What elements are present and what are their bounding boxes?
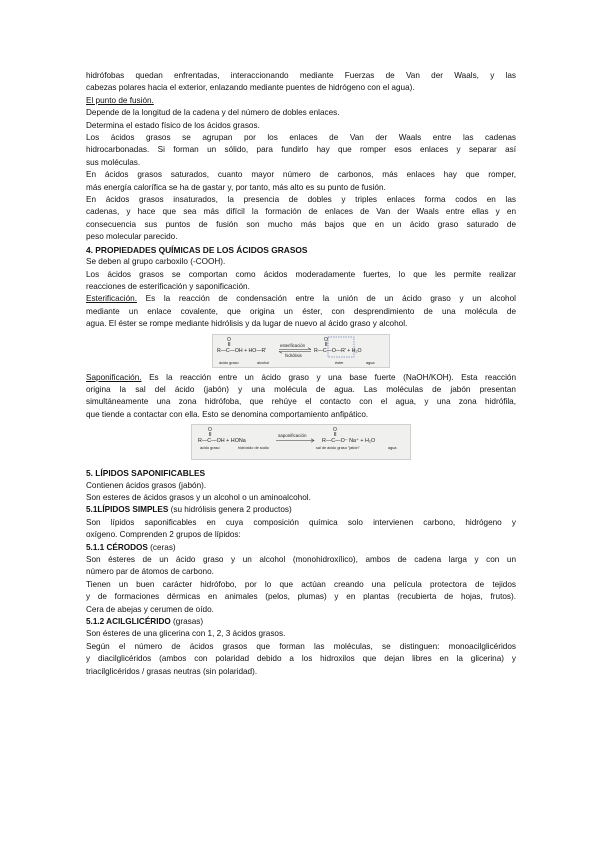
text-line: reacciones de esterificación y saponificación. — [86, 281, 250, 291]
arrow-label-saponificacion: saponificación — [278, 433, 307, 439]
oxygen-label: O — [208, 427, 212, 434]
heading-note: (ceras) — [147, 542, 176, 552]
oxygen-label: O — [324, 336, 328, 343]
text-line: Tienen un buen carácter hidrófobo, por lo que actúan creando una película protectora de tejidos — [86, 579, 516, 589]
text-line: Depende de la longitud de la cadena y del número de dobles enlaces. — [86, 108, 340, 118]
text-line: mediante un enlace covalente, que origina un éster, con desprendimiento de una molécula de — [86, 306, 516, 316]
text-line: oxígeno. Comprenden 2 grupos de lípidos: — [86, 530, 241, 540]
text-line: Los ácidos grasos se comportan como ácidos moderadamente fuertes, lo que les permite realizar — [86, 269, 516, 279]
text-line: Son lípidos saponificables en cuya composición química solo intervienen carbono, hidrógeno y — [86, 517, 516, 527]
text-line: peso molecular parecido. — [86, 232, 178, 242]
text-line: cabezas polares hacia el exterior, enlazando mediante puentes de hidrógeno con el agua). — [86, 83, 415, 93]
subsection-heading-5-1-1 — [86, 542, 516, 554]
subheading-punto-fusion: El punto de fusión. — [86, 95, 154, 105]
label-agua: agua — [388, 446, 397, 451]
text-line: cadenas, y hace que sea más difícil la formación de enlaces de Van der Waals entre ellas y en — [86, 207, 516, 217]
text-line: origina la sal del ácido (jabón) y una molécula de agua. Las moléculas de jabón presentan — [86, 384, 516, 394]
label-acido-graso: ácido graso — [200, 446, 220, 451]
text-line: número par de átomos de carbono. — [86, 567, 214, 577]
reactants-formula: R—C—OH + HO—R' — [217, 347, 267, 354]
reactants-formula: R—C—OH + HONa — [198, 438, 246, 445]
text-line: Son esteres de ácidos grasos y un alcohol o un aminoalcohol. — [86, 492, 311, 502]
esterification-diagram — [212, 334, 390, 368]
text-line: Se deben al grupo carboxilo (-COOH). — [86, 257, 226, 267]
text-line: En ácidos grasos saturados, cuanto mayor número de carbonos, más enlaces hay que romper, — [86, 170, 516, 180]
text-line: Son ésteres de una glicerina con 1, 2, 3 ácidos grasos. — [86, 629, 286, 639]
text-line: más energía calorífica se ha de gastar y, por tanto, más alto es su punto de fusión. — [86, 182, 386, 192]
text-line: hidrocarbonadas. Si forman un sólido, para fundirlo hay que romper esos enlaces y separar así — [86, 145, 516, 155]
text-line: Los ácidos grasos se agrupan por los enlaces de Van der Waals entre las cadenas — [86, 133, 516, 143]
products-formula: R—C—O⁻ Na⁺ + H₂O — [322, 438, 376, 445]
term-esterificacion: Esterificación. — [86, 294, 137, 304]
text-line — [86, 372, 516, 384]
label-agua: agua — [366, 360, 375, 365]
text-line: Cera de abejas y cerumen de oído. — [86, 604, 214, 614]
section-heading-4: 4. PROPIEDADES QUÍMICAS DE LOS ÁCIDOS GRASOS — [86, 244, 308, 255]
heading-text: 5.1LÍPIDOS SIMPLES — [86, 505, 169, 515]
label-acido-graso: ácido graso — [219, 360, 239, 365]
heading-note: (grasas) — [170, 617, 204, 627]
text-line: que tiende a contactar con ella. Esto se denomina comportamiento anfipático. — [86, 409, 369, 419]
text-span: Es la reacción entre un ácido graso y una base fuerte (NaOH/KOH). Esta reacción — [141, 372, 516, 382]
text-line: hidrófobas quedan enfrentadas, interaccionando mediante Fuerzas de Van der Waals, y las — [86, 71, 516, 80]
heading-text: 5.1.2 ACILGLICÉRIDO — [86, 617, 171, 627]
term-saponificacion: Saponificación. — [86, 372, 142, 382]
text-line: sus moléculas. — [86, 157, 141, 167]
arrow-label-hidrolisis: hidrólisis — [285, 352, 302, 358]
text-line: agua. El éster se rompe mediante hidrólisis y da lugar de nuevo al ácido graso y alcohol. — [86, 319, 408, 329]
text-line: Contienen ácidos grasos (jabón). — [86, 480, 207, 490]
text-line: Determina el estado físico de los ácidos grasos. — [86, 120, 260, 130]
oxygen-label: O — [333, 427, 337, 434]
label-hidroxido-sodio: hidróxido de sodio — [238, 446, 269, 451]
arrow-label-esterificacion: esterificación — [280, 342, 306, 348]
text-line: triacilglicéridos / grasas neutras (sin polaridad). — [86, 666, 258, 676]
document-page — [86, 70, 516, 678]
text-line: y de formaciones dérmicas en animales (pelos, plumas) y en plantas (recubierta de hojas, frutos). — [86, 592, 516, 602]
section-heading-5: 5. LÍPIDOS SAPONIFICABLES — [86, 468, 206, 479]
subsection-heading-5-1 — [86, 504, 516, 516]
saponification-diagram — [191, 424, 411, 460]
oxygen-label: O — [227, 336, 231, 343]
text-line: Son ésteres de un ácido graso y un alcohol (monohidroxílico), ambos de cadena larga y con un — [86, 555, 516, 564]
heading-text: 5.1.1 CÉRODOS — [86, 542, 148, 552]
text-span: Es la reacción de condensación entre la unión de un ácido graso y un alcohol — [136, 294, 516, 304]
label-ester: éster — [335, 360, 344, 365]
text-line: y diacilglicéridos (ambos con polaridad debido a los hidroxilos que dejan libres en la glicerina) y — [86, 654, 516, 664]
text-line: simultáneamente una zona hidrófoba, que rehúye el contacto con el agua, y una zona hidrófila, — [86, 397, 516, 407]
subsection-heading-5-1-2 — [86, 616, 516, 628]
text-line — [86, 293, 516, 305]
label-alcohol: alcohol — [257, 360, 270, 365]
text-line: En ácidos grasos insaturados, la presencia de dobles y triples enlaces forma codos en las — [86, 195, 516, 205]
text-line: consecuencia sus puntos de fusión son mucho más bajos que en un ácido graso saturado de — [86, 219, 516, 229]
label-jabon: sal de ácido graso "jabón" — [316, 446, 360, 451]
heading-note: (su hidrólisis genera 2 productos) — [168, 505, 292, 515]
text-line: Según el número de ácidos grasos que forman las moléculas, se distinguen: monoacilglicéridos — [86, 641, 516, 651]
products-formula: R—C—O—R' + H₂O — [314, 347, 362, 354]
